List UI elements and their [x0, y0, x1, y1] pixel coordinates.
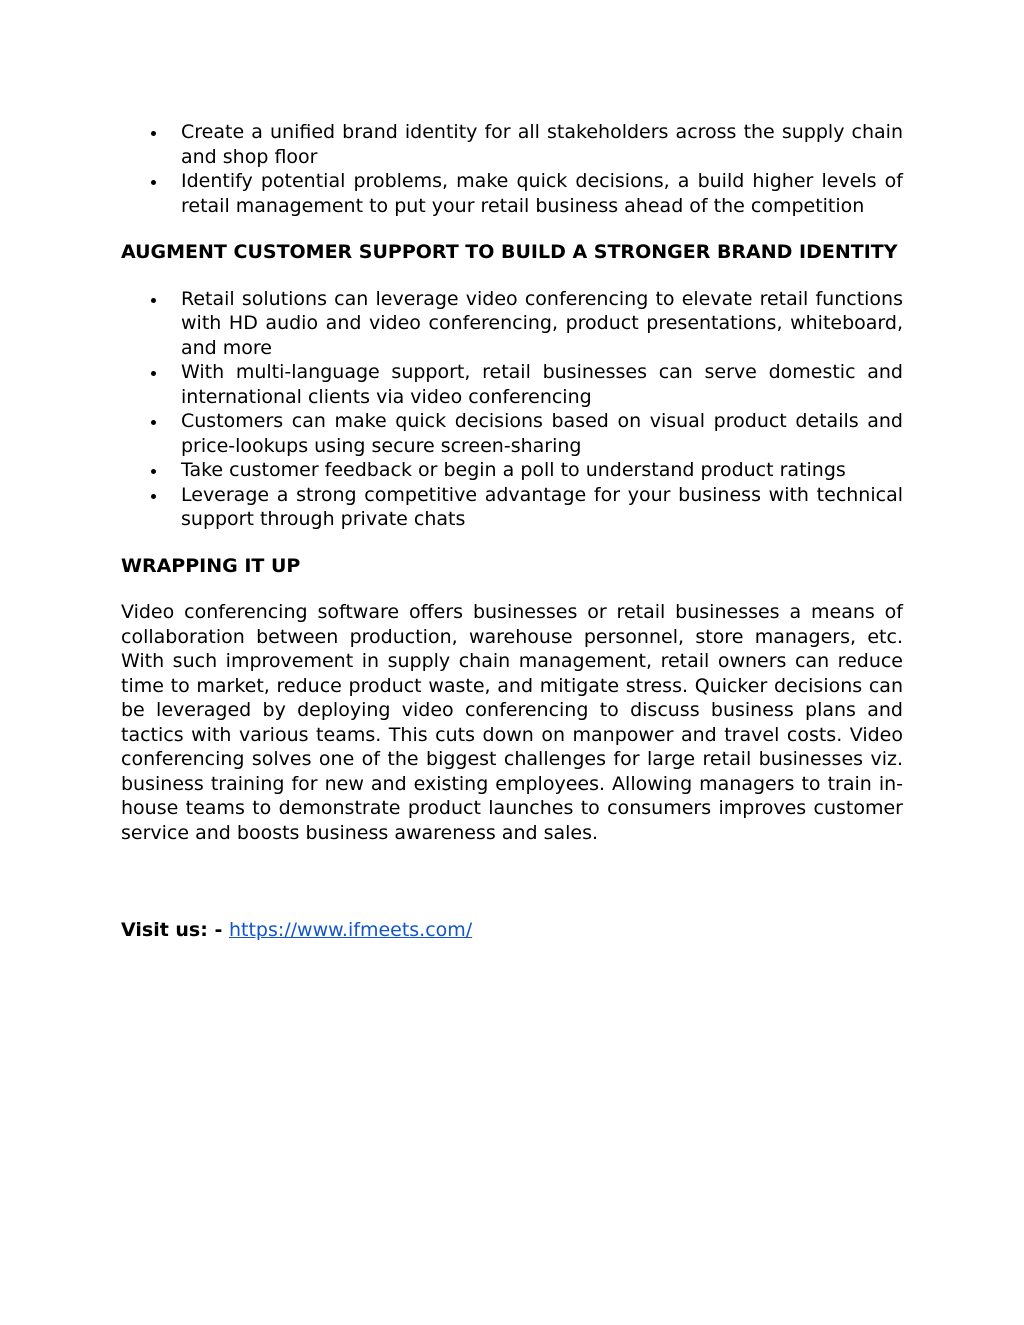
section-heading-customer-support: AUGMENT CUSTOMER SUPPORT TO BUILD A STRONGER BRAND IDENTITY [121, 241, 898, 263]
visit-us-label: Visit us: - [121, 919, 229, 941]
visit-us-line [121, 918, 903, 943]
document-page [121, 120, 903, 943]
bullet-icon [151, 131, 156, 136]
list-item [121, 120, 903, 169]
list-item-text: Customers can make quick decisions based on visual product details and price-lookups using secure screen-sharing [181, 410, 903, 457]
bullet-icon [151, 180, 156, 185]
bullet-icon [151, 420, 156, 425]
list-item [121, 287, 903, 361]
list-item-text: Identify potential problems, make quick decisions, a build higher levels of retail management to put your retail business ahead of the competition [181, 170, 903, 217]
website-link[interactable]: https://www.ifmeets.com/ [228, 919, 473, 941]
list-item [121, 169, 903, 218]
list-item-text: With multi-language support, retail businesses can serve domestic and international clients via video conferencing [181, 361, 903, 408]
list-item-text: Take customer feedback or begin a poll to understand product ratings [181, 459, 846, 481]
bullet-icon [151, 494, 156, 499]
list-item [121, 483, 903, 532]
conclusion-paragraph: Video conferencing software offers businesses or retail businesses a means of collaboration between production, warehouse personnel, store managers, etc. With such improvement in supply chain management, retail owners can reduce time to market, reduce product waste, and mitigate stress. Quicker decisions can be leveraged by deploying video conferencing to discuss business plans and tactics with various teams. This cuts down on manpower and travel costs. Video conferencing solves one of the biggest challenges for large retail businesses viz. business training for new and existing employees. Allowing managers to train in-house teams to demonstrate product launches to consumers improves customer service and boosts business awareness and sales. [121, 601, 903, 844]
list-item-text: Create a unified brand identity for all stakeholders across the supply chain and shop floor [181, 121, 903, 168]
bullet-icon [151, 298, 156, 303]
list-item [121, 458, 903, 483]
list-item [121, 360, 903, 409]
bullet-list-intro [121, 120, 903, 218]
list-item-text: Retail solutions can leverage video conferencing to elevate retail functions with HD audio and video conferencing, product presentations, whiteboard, and more [181, 287, 903, 359]
bullet-list-customer-support [121, 287, 903, 532]
list-item-text: Leverage a strong competitive advantage for your business with technical support through private chats [181, 483, 903, 530]
section-heading-wrapping-up: WRAPPING IT UP [121, 554, 301, 577]
bullet-icon [151, 371, 156, 376]
bullet-icon [151, 469, 156, 474]
list-item [121, 409, 903, 458]
